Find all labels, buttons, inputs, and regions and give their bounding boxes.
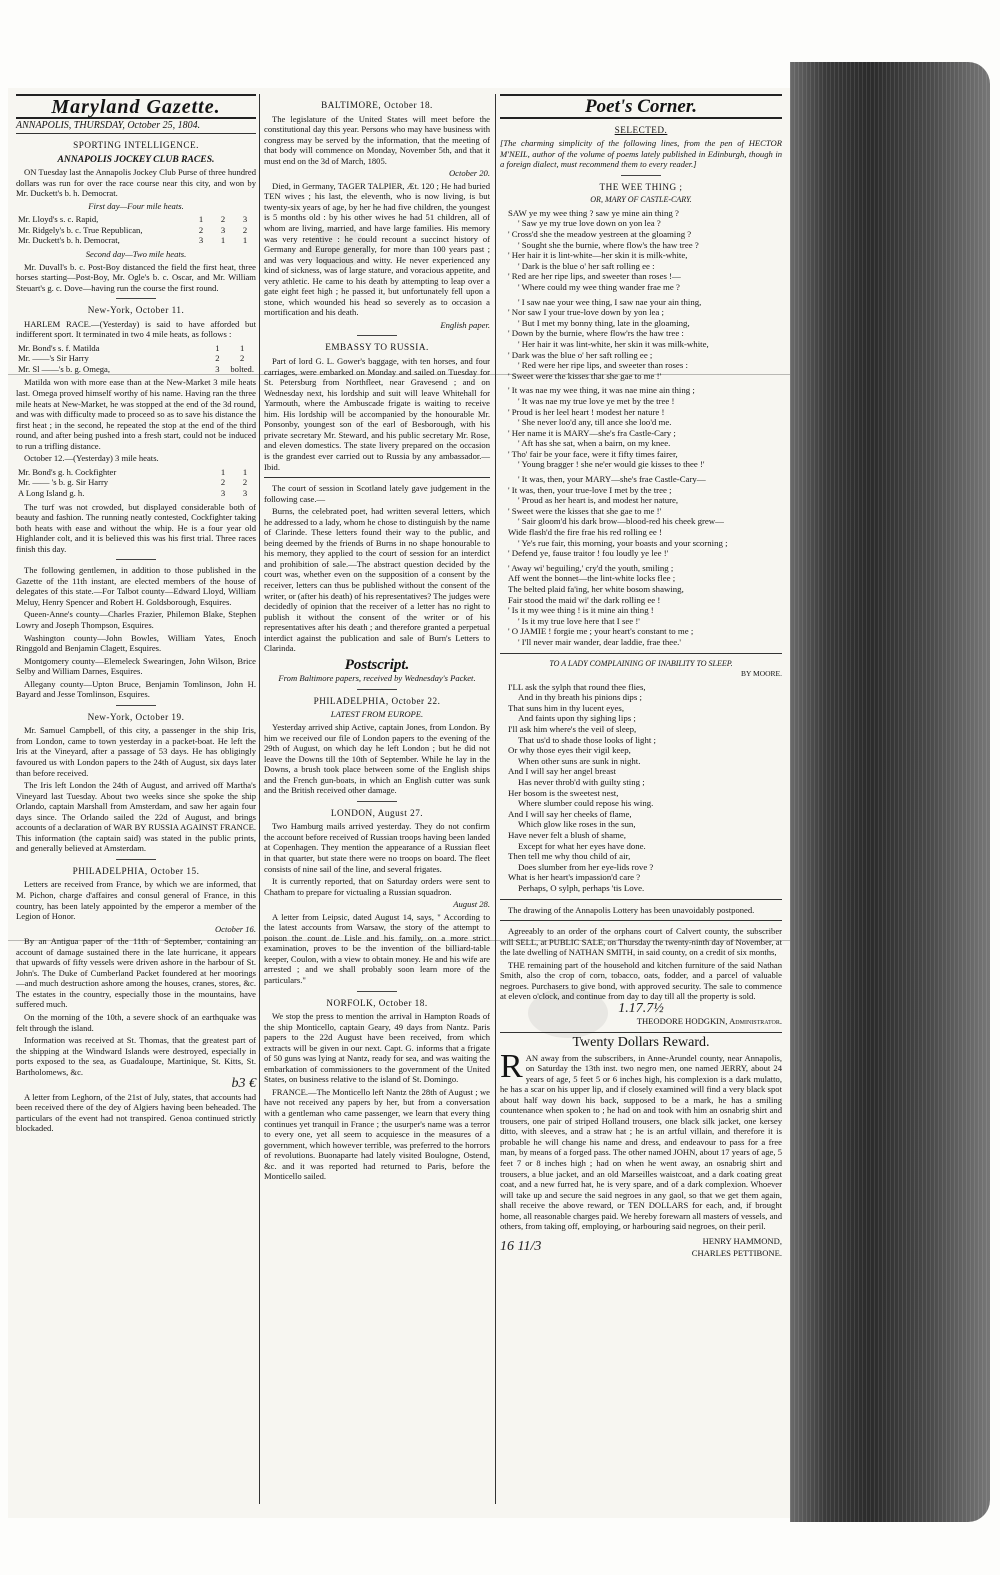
poem-line: ' Proud as her heart is, and modest her nature, bbox=[518, 495, 679, 506]
poem-line: ' Her name it is MARY—she's fra Castle-Cary ; bbox=[508, 427, 676, 438]
column-1 bbox=[16, 94, 256, 1136]
second-day-label: Second day—Two mile heats. bbox=[85, 249, 187, 260]
poem-line: ' Sair gloom'd his dark brow—blood-red his cheek grew— bbox=[518, 516, 724, 527]
poem-line: ' Dark was the blue o' her saft rolling ee ; bbox=[508, 349, 653, 360]
poem-line: ' Sweet were the kisses that she gae to me !' bbox=[508, 505, 662, 516]
norfolk-paragraph-1: We stop the press to mention the arrival in Hampton Roads of the ship Monticello, captain Geary, 49 days from Nantz. Paris papers to the 22d August have been received, from which extracts will be given in our next. Capt. G. informs that a frigate of 50 guns was lying at Nantz, ready for sea, and was waiting the embarkation of commissioners to the government of the United States, on business relative to the island of St. Domingo. bbox=[264, 1011, 490, 1085]
poem-line: ' Down by the burnie, where flow'rs the haw tree : bbox=[508, 328, 684, 339]
phila-heading: PHILADELPHIA, October 15. bbox=[72, 865, 200, 876]
election-paragraph-4: Montgomery county—Elemeleck Swearingen, John Wilson, Brice Selby and William Darnes, Esquires. bbox=[16, 655, 256, 677]
poem-line: Has never throb'd with guilty sting ; bbox=[518, 777, 645, 788]
sale-handwriting: 1.17.7½ bbox=[618, 1000, 664, 1016]
london-heading: LONDON, August 27. bbox=[330, 807, 424, 818]
masthead: Maryland Gazette. bbox=[16, 94, 256, 119]
margin-handwriting: b3 € bbox=[231, 1076, 256, 1092]
embassy-heading: EMBASSY TO RUSSIA. bbox=[325, 342, 429, 353]
reward-title: Twenty Dollars Reward. bbox=[572, 1035, 710, 1051]
reward-signature-2: CHARLES PETTIBONE. bbox=[691, 1248, 782, 1259]
poem2-body bbox=[508, 682, 782, 894]
table-row: Mr. Ridgely's b. c. True Republican, 2 3 2 bbox=[18, 224, 248, 235]
postscript-title: Postscript. bbox=[344, 656, 410, 673]
poem-line: ' I'll never mair wander, dear laddie, frae thee.' bbox=[518, 636, 681, 647]
norfolk-heading: NORFOLK, October 18. bbox=[326, 997, 428, 1008]
poem-line: ' Is it my wee thing ! is it mine ain thing ! bbox=[508, 605, 654, 616]
table-row: Mr. Duckett's b. h. Democrat, 3 1 1 bbox=[18, 235, 248, 246]
poem-line: ' Her hair it was lint-white, her skin it was milk-white, bbox=[518, 338, 709, 349]
election-paragraph-2: Queen-Anne's county—Charles Frazier, Philemon Blake, Stephen Lowry and Joseph Thompson, Esquires. bbox=[16, 609, 256, 630]
poem-line: ' Her hair it is lint-white—her skin it is milk-white, bbox=[508, 250, 688, 261]
poem-line: ' It was, then, your MARY—she's frae Castle-Cary— bbox=[518, 474, 706, 485]
poem-line: ' Saw ye my true love down on yon lea ? bbox=[518, 218, 661, 229]
table-row: Mr. ——'s Sir Harry 2 2 bbox=[18, 353, 245, 364]
sale-signature: THEODORE HODGKIN, Administrator. bbox=[636, 1016, 782, 1027]
poem-line: And I will say her angel breast bbox=[508, 766, 616, 777]
phila2-heading: PHILADELPHIA, October 22. bbox=[313, 695, 441, 706]
oct16-heading: October 16. bbox=[214, 923, 256, 934]
column-3: Poet's Corner. SELECTED. [The charming simplicity of the following lines, from the pen of HECTOR M'NEIL, author of the volume of poems lately published in Edinburgh, though in a foreign dialect, must recommend them to every reader.] THE WEE THING ; OR, MARY OF CASTLE-CARY. SAW ye my wee thing ? saw ye mine ain thing ? ' Saw ye my true love down on yon lea ? ' Cross'd she the meadow yestreen at the gloaming ? ' Sought she the burnie, where flow's the haw tree ? ' Her hair it is lint-white—her skin it is milk-white, ' Dark is the blue o' her saft rolling ee : ' Red are her ripe lips, and sweeter than roses !— ' Where could my wee thing wander frae me ? ' I saw nae your wee thing, I saw nae your ain thing, ' Nor saw I your true-love down by yon lea ; ' But I met my bonny thing, late in the gloaming, ' Down by the burnie, where flow'rs the haw tree : ' Her hair it was lint-white, her skin it was milk-white, ' Dark was the blue o' her saft rolling ee ; ' Red were her ripe lips, and sweeter than roses : ' Sweet were the kisses that she gae to me !' ' It was nae my wee thing, it was nae mine ain thing ; ' It was nae my true love ye met by the tree ! ' Proud is her leel heart ! modest her nature ! ' She never loo'd any, till ance she loo'd me. ' Her name it is MARY—she's fra Castle-Cary ; ' Aft has she sat, when a bairn, on my knee. ' Tho' fair be your face, were it fifty times fairer, ' Young bragger ! she ne'er would gie kisses to thee !' ' It was, then, your MARY—she's frae Castle-Cary— ' It was, then, your true-love I met by the tree ; ' Proud as her heart is, and modest her nature, ' Sweet were the kisses that she gae to me !' ' Sair gloom'd his dark brow—blood-red his cheek grew— Wide flash'd the fire frae his red rolling ee ! ' Ye's rue fair, this morning, your boasts and your scorning ; ' Defend ye, fause traitor ! fou loudly ye lee !' ' Away wi' beguiling,' cry'd the youth, smiling ; Aff went the bonnet—the lint-white locks flee ; The belted plaid fa'ing, her white bosom shawing, Fair stood the maid wi' the dark rolling ee ! ' Is it my wee thing ! is it mine ain thing ! ' Is it my true love here that I see !' ' O JAMIE ! forgie me ; your heart's constant to me ; ' I'll never mair wander, dear laddie, frae thee.' TO A LADY COMPLAINING OF INABILITY TO SLEEP. BY MOORE. I'LL ask the sylph that round thee flies, And in thy breath his pinions dips ; That suns him in thy lucent eyes, And faints upon thy sighing lips ; I'll ask him where's the veil of sleep, That us'd to shade those looks of light ; Or why those eyes their vigil keep, When other suns are sunk in night. And I will say her angel breast Has never throb'd with guilty sting ; Her bosom is the sweetest nest, Where slumber could repose his wing. And I will say her cheeks of flame, Which glow like roses in the sun, Have never felt a blush of shame, Except for what her eyes have done. Then tell me why thou child of air, Does slumber from her eye-lids rove ? What is her heart's impassion'd care ? Perhaps, O sylph, perhaps 'tis Love. The drawing of the Annapolis Lottery has been unavoidably postponed. Agreeably to an order of the orphans court of Calvert county, the subscriber will SELL, at PUBLIC SALE, on Thursday the twenty-ninth day of November, at the late dwelling of NATHAN SMITH, in said county, on a credit of six months, THE remaining part of the household and kitchen furniture of the said Nathan Smith, also the crop of corn, tobacco, oats, fodder, and a parcel of valuable negroes. Purchasers to give bond, with approved security. The sale to commence at eleven o'clock, and continue from day to day till all the property is sold. 1.17.7½ THEODORE HODGKIN, Administrator. Twenty Dollars Reward. RAN away from the subscribers, in Anne-Arundel county, near Annapolis, on Saturday the 13th inst. two negro men, one named JERRY, about 24 years of age, 5 feet 5 or 6 inches high, his complexion is a dark mulatto, he has a scar on his upper lip, and if closely examined will find a very black spot about half way down his back, supposed to be a mark, he has a smiling countenance when spoken to ; he had on and took with him an osnabrig shirt and trousers, one pair of striped Holland trousers, one black silk jacket, one kersey ditto, with sleeves, and a straw hat ; he is an artful villain, and therefore it is probable he will change his name and dress, and endeavour to pass for a free man, by means of a forged pass. The other named JOHN, about 17 years of age, 5 feet 7 or 8 inches high ; had on when he went away, an osnabrig shirt and trousers, a blue jacket, and an old Marseilles waistcoat, and a dark coating great coat, and a new furred hat, he is very spare, and of a dark complexion. Whoever will take up and secure the said negroes in any gaol, so that we get them again, shall receive the above reward, or TEN DOLLARS for each, and, if brought home, all reasonable charges paid. We hereby forewarn all masters of vessels, and others, from taking off, employing, or harbouring said negroes, on their peril. 16 11/3 HENRY HAMMOND, CHARLES PETTIBONE. bbox=[500, 96, 782, 1259]
court-paragraph-2: Burns, the celebrated poet, had written several letters, which he addressed to a lady, whom he chose to distinguish by the name of Clarinde. These letters found their way to the public, and being deemed by the friends of Burns in no shape honourable to his memory, they applied to the court of session for an interdict and prohibition of sale.—The abstract question decided by the court was, whether even on the supposition of a consent by the receiver, letters can thus be published without the consent of the writer, or (after his death) of his representatives? The judges were decidedly of opinion that the receiver of a letter has no right to publish it without the consent of the writer or of his representatives after his death ; and therefore granted a perpetual interdict against the publication and sale of Burn's Letters to Clarinda. bbox=[264, 506, 490, 654]
poem-line: ' Where could my wee thing wander frae me ? bbox=[518, 281, 680, 292]
poem-line: What is her heart's impassion'd care ? bbox=[508, 872, 641, 883]
poem-line: ' It was, then, your true-love I met by the tree ; bbox=[508, 484, 672, 495]
ny1-heading: New-York, October 11. bbox=[87, 305, 185, 316]
selected-label: SELECTED. bbox=[614, 124, 668, 135]
poem1-title: THE WEE THING ; bbox=[599, 181, 683, 192]
reward-signature-1: HENRY HAMMOND, bbox=[702, 1235, 782, 1246]
newspaper-page bbox=[8, 88, 790, 1518]
poem-line: ' Dark is the blue o' her saft rolling ee : bbox=[518, 260, 655, 271]
poem-line: Have never felt a blush of shame, bbox=[508, 829, 626, 840]
poem-line: That us'd to shade those looks of light ; bbox=[518, 734, 656, 745]
ny1-paragraph-1: HARLEM RACE.—(Yesterday) is said to have afforded but indifferent sport. It terminated in two 4 mile heats, as follows : bbox=[16, 318, 256, 340]
poem-line: ' It was nae my true love ye met by the tree ! bbox=[518, 395, 675, 406]
baltimore-heading: BALTIMORE, October 18. bbox=[321, 100, 433, 110]
sporting-title: SPORTING INTELLIGENCE. bbox=[73, 140, 199, 151]
poem-line: Her bosom is the sweetest nest, bbox=[508, 787, 619, 798]
poem2-title: TO A LADY COMPLAINING OF INABILITY TO SLEEP. bbox=[549, 658, 733, 668]
oct20-heading: October 20. bbox=[448, 168, 490, 179]
first-day-label: First day—Four mile heats. bbox=[88, 200, 184, 211]
table-row: Mr. Bond's s. f. Matilda 1 1 bbox=[18, 342, 245, 353]
poem1-body bbox=[508, 208, 782, 648]
jockey-title: ANNAPOLIS JOCKEY CLUB RACES. bbox=[57, 153, 215, 165]
table-row: Mr. —— 's b. g. Sir Harry 2 2 bbox=[18, 477, 248, 488]
reward-handwriting: 16 11/3 bbox=[500, 1239, 542, 1255]
jockey-paragraph: ON Tuesday last the Annapolis Jockey Club Purse of three hundred dollars was run for over the race course near this city, and won by Mr. Duckett's b. h. Democrat. bbox=[16, 167, 257, 199]
london-paragraph-1: Two Hamburg mails arrived yesterday. They do not confirm the account before received of Russian troops having been landed at Copenhagen. They mention the appearance of a Russian fleet in that quarter, but state there were no troops on board. The fleet consists of nine sail of the line, and several frigates. bbox=[264, 821, 490, 874]
aug28-paragraph: A letter from Leipsic, dated August 14, says, " According to the latest accounts from Warsaw, the story of the attempt to poison the count de Lisle and his family, on a more strict examination, proves to be the invention of the billiard-table keeper, Coulon, with a view to obtain money. He and his wife are arrested ; and we shall probably soon learn more of the particulars." bbox=[264, 911, 490, 986]
poem-line: ' Cross'd she the meadow yestreen at the gloaming ? bbox=[508, 229, 692, 240]
poem-line: ' Sought she the burnie, where flow's the haw tree ? bbox=[518, 239, 699, 250]
poem-line: ' I saw nae your wee thing, I saw nae your ain thing, bbox=[518, 296, 702, 307]
baltimore-paragraph: The legislature of the United States will meet before the constitutional day this year. Persons who may have business with congress may be served by the information, that the meeting of that body will commence on Monday, November 5th, and that it must end on the 3d of March, 1805. bbox=[264, 113, 490, 166]
aug28-heading: August 28. bbox=[453, 899, 490, 910]
column-2 bbox=[264, 94, 490, 1184]
table-row: A Long Island g. h. 3 3 bbox=[18, 487, 248, 498]
poem-line: ' Away wi' beguiling,' cry'd the youth, smiling ; bbox=[508, 562, 674, 573]
poem-line: And faints upon thy sighing lips ; bbox=[518, 713, 636, 724]
reward-paragraph: AN away from the subscribers, in Anne-Arundel county, near Annapolis, on Saturday the 13th inst. two negro men, one named JERRY, about 24 years of age, 5 feet 5 or 6 inches high, his complexion is a dark mulatto, he has a scar on his upper lip, and if closely examined will find a very black spot about half way down his back, supposed to be a mark, he has a smiling countenance when spoken to ; he had on and took with him an osnabrig shirt and trousers, one pair of striped Holland trousers, one black silk jacket, one kersey ditto, with sleeves, and a straw hat ; he is an artful villain, and therefore it is probable he will change his name and dress, and endeavour to pass for a free man, by means of a forged pass. The other named JOHN, about 17 years of age, 5 feet 7 or 8 inches high ; had on when he went away, an osnabrig shirt and trousers, a blue jacket, and an old Marseilles waistcoat, and a dark coating great coat, and a new furred hat, he is very spare, and of a dark complexion. Whoever will take up and secure the said negroes in any gaol, so that we get them again, shall receive the above reward, or TEN DOLLARS for each, and, if brought home, all reasonable charges paid. We hereby forewarn all masters of vessels, and others, from taking off, employing, or harbouring said negroes, on their peril. bbox=[500, 1052, 782, 1232]
poem-line: Wide flash'd the fire frae his red rolling ee ! bbox=[508, 527, 662, 538]
poem-line: ' Aft has she sat, when a bairn, on my knee. bbox=[518, 438, 671, 449]
norfolk-paragraph-2: FRANCE.—The Monticello left Nantz the 28th of August ; we have not received any papers by her, but from a conversation with a gentleman who came passenger, we learn that every thing continues yet tranquil in France ; the usurper's name was a terror to every one, yet all seem to acquiesce in the measures of a government, which however terrible, was preferred to the horrors of revolutions. Buonaparte had lately visited Boulogne, Ostend, &c. and it was reported had returned to Paris, before the Monticello sailed. bbox=[264, 1086, 490, 1182]
poem-intro: [The charming simplicity of the following lines, from the pen of HECTOR M'NEIL, author of the volume of poems lately published in Edinburgh, though in a foreign dialect, must recommend them to every reader.] bbox=[500, 138, 782, 170]
poem-line: ' But I met my bonny thing, late in the gloaming, bbox=[518, 317, 690, 328]
oct12-heading: October 12.—(Yesterday) 3 mile heats. bbox=[24, 453, 159, 464]
ny2-paragraph-2: The Iris left London the 24th of August, and arrived off Martha's Vineyard last Tuesday. About two weeks since she spoke the ship Orlando, captain Marshall from Amsterdam, and saw her again four days since. The Orlando sailed the 22d of August, and brings accounts of a declaration of WAR BY RUSSIA AGAINST FRANCE. This information (the captain said) was stated in the public prints, and generally believed at Amsterdam. bbox=[16, 780, 256, 854]
phila2-subheading: LATEST FROM EUROPE. bbox=[330, 709, 424, 720]
election-paragraph-1: The following gentlemen, in addition to those published in the Gazette of the 11th instant, are elected members of the house of delegates of this state.—For Talbot county—Edward Lloyd, William Meluy, Henry Spencer and Robert H. Goldsborough, Esquires. bbox=[16, 565, 256, 607]
ny1-paragraph-2: Matilda won with more ease than at the New-Market 3 mile heats last. Omega proved himself worthy of his name. Having ran the three mile heats at New-Market, he was stopped at the end of the 3d round, and was with difficulty made to proceed so as to save his distance the first heat ; in the second, he repeated the stop at the end of the third round, and after being pushed into a fresh start, could not be induced to run a trifling distance. bbox=[16, 377, 256, 451]
poem-line: ' O JAMIE ! forgie me ; your heart's constant to me ; bbox=[508, 626, 694, 637]
sale-paragraph-2: THE remaining part of the household and kitchen furniture of the said Nathan Smith, also the crop of corn, tobacco, oats, fodder, and a parcel of valuable negroes. Purchasers to give bond, with approved security. The sale to commence at eleven o'clock, and continue from day to day till all the property is sold. bbox=[500, 959, 782, 1002]
poem-line: And in thy breath his pinions dips ; bbox=[518, 692, 642, 703]
results-table-2 bbox=[16, 343, 256, 375]
poem-line: ' It was nae my wee thing, it was nae mine ain thing ; bbox=[508, 385, 695, 396]
poem-line: I'LL ask the sylph that round thee flies, bbox=[508, 681, 646, 692]
poem-line: The belted plaid fa'ing, her white bosom shawing, bbox=[508, 584, 684, 595]
oct16-paragraph-3: Information was received at St. Thomas, that the greatest part of the shipping at the Windward Islands were destroyed, especially in ports exposed to the sea, as Guadaloupe, Martinique, St. Kitts, St. Bartholomews, &c. bbox=[16, 1035, 256, 1077]
oct12-paragraph: The turf was not crowded, but displayed considerable both of beauty and fashion. The running neatly contested, Cockfighter taking both heats with ease and without the whip. He is a four year old Highlander colt, and it is believed this was his first trial. Three races finish this day. bbox=[16, 501, 256, 554]
oct16-paragraph-4: A letter from Leghorn, of the 21st of July, states, that accounts had been received there of the dey of Algiers having been beheaded. The particulars of the event had not transpired. Genoa continued strictly blockaded. bbox=[16, 1091, 256, 1134]
poem-line: Aff went the bonnet—the lint-white locks flee ; bbox=[508, 573, 676, 584]
table-row: Mr. Sl ——'s b. g. Omega, 3 bolted. bbox=[18, 363, 254, 374]
poem-line: Which glow like roses in the sun, bbox=[518, 819, 636, 830]
table-row: Mr. Lloyd's s. c. Rapid, 1 2 3 bbox=[18, 214, 248, 225]
election-paragraph-5: Allegany county—Upton Bruce, Benjamin Tomlinson, John H. Bayard and Jesse Tomlinson, Esquires. bbox=[16, 678, 256, 700]
poem-line: ' Red are her ripe lips, and sweeter than roses !— bbox=[508, 271, 681, 282]
book-spine bbox=[790, 62, 990, 1522]
poem2-author: BY MOORE. bbox=[741, 669, 782, 679]
poem-line: I'll ask him where's the veil of sleep, bbox=[508, 724, 637, 735]
results-table-1 bbox=[16, 214, 256, 246]
poem-line: ' Proud is her leel heart ! modest her nature ! bbox=[508, 406, 665, 417]
phila2-paragraph: Yesterday arrived ship Active, captain Jones, from London. By him we received our file of London papers to the evening of the 29th of August, on which day he left London ; but he did not leave the Downs till the 10th of September. While he lay in the Downs, a brush took place between some of the English ships and the French gun-boats, in which an English cutter was sunk and the British received other damage. bbox=[264, 721, 490, 796]
poem-line: Then tell me why thou child of air, bbox=[508, 851, 631, 862]
poem-line: ' Is it my true love here that I see !' bbox=[518, 615, 640, 626]
election-paragraph-3: Washington county—John Bowles, William Yates, Enoch Ringgold and Benjamin Clagett, Esquires. bbox=[16, 632, 256, 654]
poem-line: Perhaps, O sylph, perhaps 'tis Love. bbox=[518, 882, 645, 893]
oct16-paragraph-1: By an Antigua paper of the 11th of September, containing an account of damage sustained there in the late hurricane, it appears that upwards of fifty vessels were driven ashore in the harbour of St. John's. The Duke of Cumberland Packet foundered at her moorings—and much destruction ashore among the houses, cranes, stores, &c. The estates in the country, especially those in the mountains, have suffered much. bbox=[16, 936, 256, 1010]
dateline: ANNAPOLIS, THURSDAY, October 25, 1804. bbox=[16, 119, 256, 135]
oct16-paragraph-2: On the morning of the 10th, a severe shock of an earthquake was felt through the island. bbox=[16, 1012, 256, 1033]
ny2-paragraph-1: Mr. Samuel Campbell, of this city, a passenger in the ship Iris, from London, came to town yesterday in a packet-boat. He left the Iris at the Vineyard, after a passage of 53 days. He has obligingly favoured us with London papers to the 24th of August, six days later than before received. bbox=[16, 725, 256, 778]
poem-line: ' Ye's rue fair, this morning, your boasts and your scorning ; bbox=[518, 537, 728, 548]
poem-line: Or why those eyes their vigil keep, bbox=[508, 745, 631, 756]
poem-line: ' Young bragger ! she ne'er would gie kisses to thee !' bbox=[518, 459, 705, 470]
sale-paragraph-1: Agreeably to an order of the orphans court of Calvert county, the subscriber will SELL, at PUBLIC SALE, on Thursday the twenty-ninth day of November, at the late dwelling of NATHAN SMITH, in said county, on a credit of six months, bbox=[500, 926, 782, 958]
poem-line: Does slumber from her eye-lids rove ? bbox=[518, 861, 654, 872]
court-paragraph-1: The court of session in Scotland lately gave judgement in the following case.— bbox=[264, 483, 490, 504]
poem-line: When other suns are sunk in night. bbox=[518, 755, 641, 766]
poem-line: ' She never loo'd any, till ance she loo'd me. bbox=[518, 417, 672, 428]
poem-line: Except for what her eyes have done. bbox=[518, 840, 646, 851]
poem-line: That suns him in thy lucent eyes, bbox=[508, 702, 625, 713]
embassy-paragraph: Part of lord G. L. Gower's baggage, with ten horses, and four carriages, were embarked on Monday and sailed on Tuesday for St. Petersburg from Northfleet, near Gravesend ; and on Wednesday next, his lordship and suit will leave Whitehall for Yarmouth, where the Ambuscade frigate is waiting to receive him. His lordship will be accompanied by the honourable Mr. Ponsonby, youngest son of the earl of Besborough, with his private secretary Mr. Steward, and his public secretary Mr. Rose, and eleven domestics. The state livery prepared on the occasion is the grandest ever carried out to Russia by any ambassador.—Ibid. bbox=[264, 356, 490, 472]
oct20-paragraph: Died, in Germany, TAGER TALPIER, Æt. 120 ; He had buried TEN wives ; his last, the eleventh, who is now living, is but twenty-six years of age, by her he had five children, the youngest is 5 months old : by his other wives he had 51 children, all of whom are living, married, and have large families. His memory was very retentive : he could recount a succinct history of Germany and Europe generally, for more than 100 years past ; and was very loquacious and witty. He never experienced any kind of sickness, was of large stature, and voracious appetite, and very athletic. He came to his death by attempting to leap over a gate eight feet high ; he passed it, but unfortunately fell upon a stone, which wounded his head so severely as to occasion a mortification and his death. bbox=[264, 180, 490, 318]
poem-line: ' Defend ye, fause traitor ! fou loudly ye lee !' bbox=[508, 548, 669, 559]
poem-line: And I will say her cheeks of flame, bbox=[508, 808, 632, 819]
lottery-notice: The drawing of the Annapolis Lottery has been unavoidably postponed. bbox=[508, 904, 755, 915]
poem-line: ' Red were her ripe lips, and sweeter than roses : bbox=[518, 360, 688, 371]
poem-line: Where slumber could repose his wing. bbox=[518, 798, 654, 809]
phila-paragraph: Letters are received from France, by which we are informed, that M. Pichon, charge d'affaires and consul general of France, in this country, has been lately appointed by the emperor a member of the Legion of Honor. bbox=[16, 879, 256, 922]
second-day-paragraph: Mr. Duvall's b. c. Post-Boy distanced the field the first heat, three horses starting—Post-Boy, Mr. Ogle's b. c. Oscar, and Mr. William Steuart's g. c. Dove—having run the course the first round. bbox=[16, 261, 256, 293]
poets-corner-title: Poet's Corner. bbox=[500, 94, 782, 119]
oct20-source: English paper. bbox=[440, 319, 490, 330]
postscript-subtitle: From Baltimore papers, received by Wednesday's Packet. bbox=[278, 673, 476, 684]
poem-line: ' Sweet were the kisses that she gae to me !' bbox=[508, 370, 662, 381]
london-paragraph-2: It is currently reported, that on Saturday orders were sent to Chatham to prepare for victualing a Russian squadron. bbox=[264, 876, 490, 897]
poem-line: SAW ye my wee thing ? saw ye mine ain thing ? bbox=[508, 207, 679, 218]
poem-line: Fair stood the maid wi' the dark rolling ee ! bbox=[508, 594, 661, 605]
poem-line: ' Nor saw I your true-love down by yon lea ; bbox=[508, 307, 664, 318]
ny2-heading: New-York, October 19. bbox=[87, 711, 185, 722]
poem-line: ' Tho' fair be your face, were it fifty times fairer, bbox=[508, 448, 678, 459]
results-table-3 bbox=[16, 467, 256, 499]
table-row: Mr. Bond's g. h. Cockfighter 1 1 bbox=[18, 466, 248, 477]
poem1-subtitle: OR, MARY OF CASTLE-CARY. bbox=[590, 195, 692, 205]
